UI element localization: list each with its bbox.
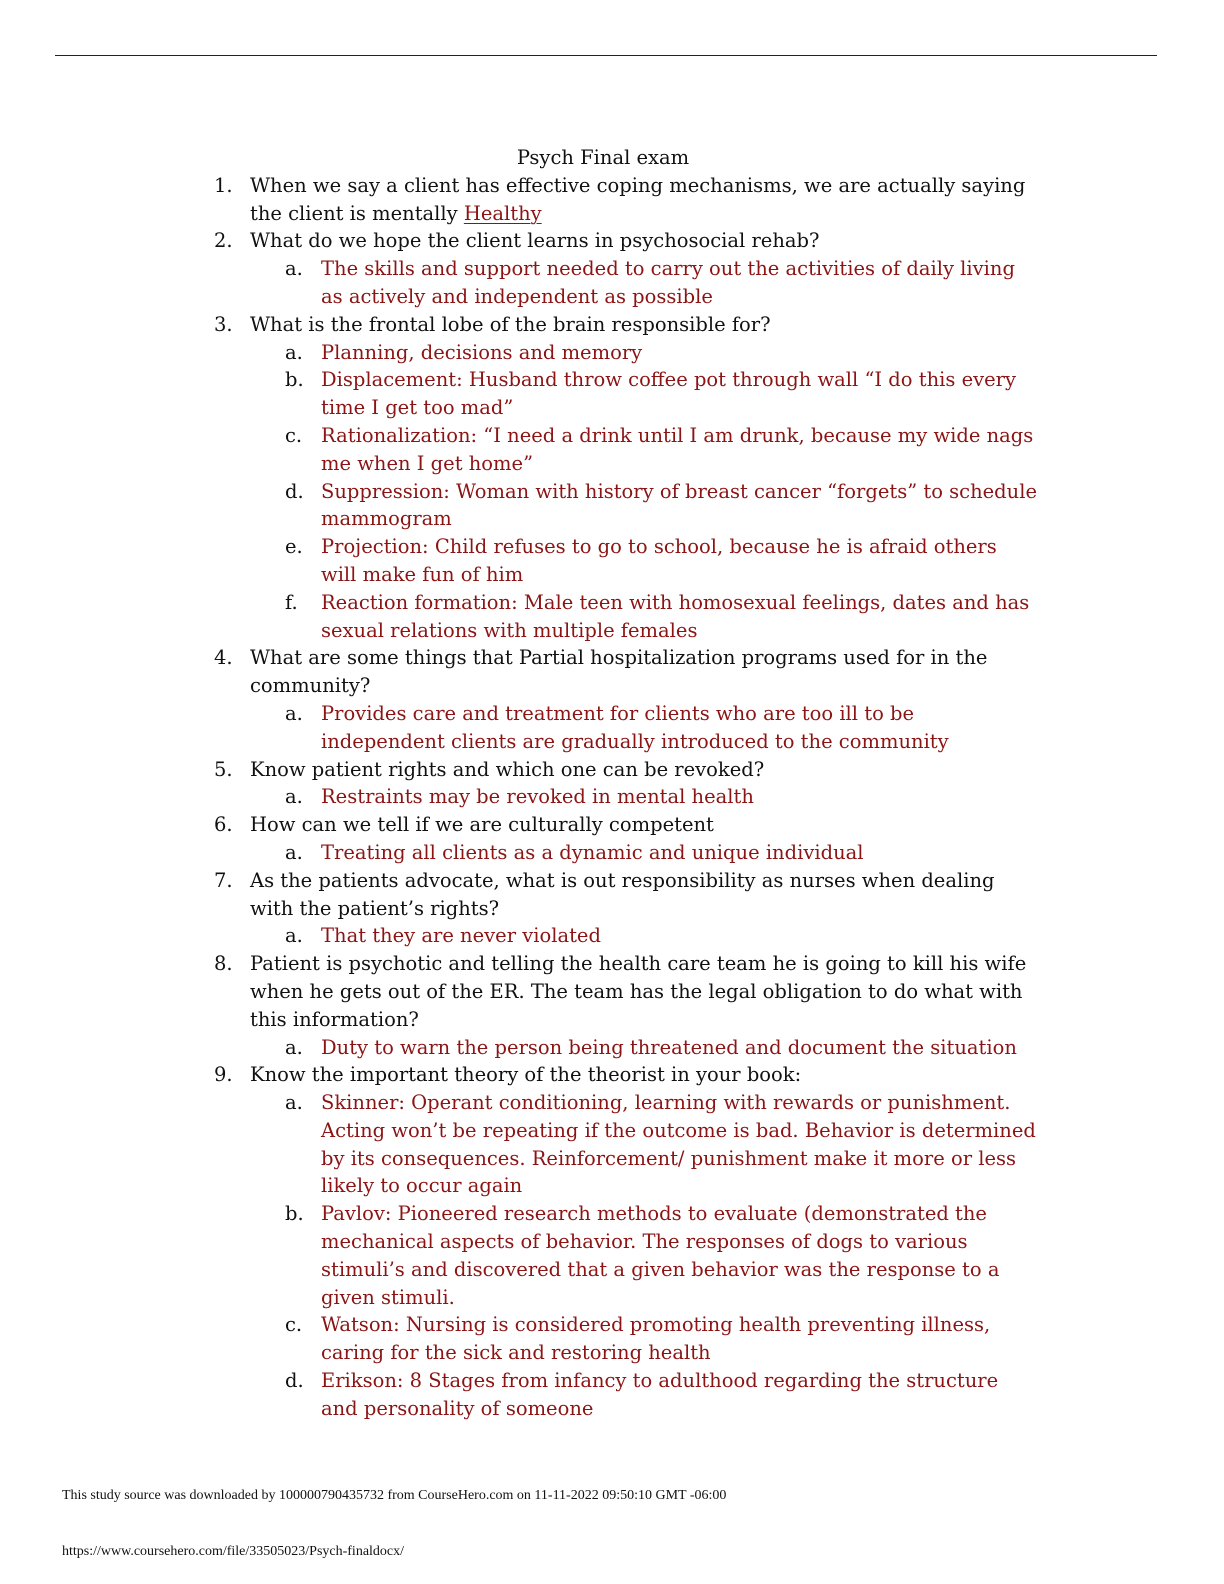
question-item (0, 867, 1040, 950)
answer-text: Erikson: 8 Stages from infancy to adulthood regarding the structure and personality of someone (321, 1369, 999, 1420)
answer-text: Watson: Nursing is considered promoting health preventing illness, caring for the sick and restoring health (321, 1313, 991, 1365)
answer-text: Skinner: Operant conditioning, learning with rewards or punishment. Acting won’t be repeating if the outcome is bad. Behavior is determined by its consequences. Reinforcement/ punishment make it more or less likely to occur again (321, 1091, 1036, 1198)
answer-item (285, 1089, 1037, 1200)
question-item (0, 811, 1040, 867)
source-url: https://www.coursehero.com/file/33505023/Psych-finaldocx/ (62, 1544, 405, 1559)
question-list (0, 172, 1224, 1423)
answer-list (285, 922, 1037, 950)
question-number: 3. (214, 312, 233, 336)
answer-item (285, 339, 1037, 367)
question-text: Patient is psychotic and telling the health care team he is going to kill his wife when he gets out of the ER. The team has the legal obligation to do what with this information? (250, 952, 1027, 1031)
answer-item (285, 589, 1037, 645)
answer-text: The skills and support needed to carry out the activities of daily living as actively and independent as possible (321, 257, 1015, 308)
question-number: 8. (214, 952, 233, 976)
answer-item (285, 422, 1037, 478)
question-text: Know the important theory of the theorist in your book: (250, 1063, 802, 1087)
answer-list (285, 700, 1037, 756)
question-text (250, 172, 1040, 228)
answer-text: Rationalization: “I need a drink until I am drunk, because my wide nags me when I get home” (321, 423, 1034, 475)
answer-letter: e. (285, 535, 303, 559)
question-number: 4. (214, 646, 233, 670)
answer-text: Projection: Child refuses to go to school, because he is afraid others will make fun of him (321, 535, 997, 586)
question-item (0, 1061, 1040, 1422)
answer-list (285, 839, 1037, 867)
answer-item (285, 922, 1037, 950)
answer-list (285, 1034, 1037, 1062)
answer-letter: c. (285, 423, 303, 447)
answer-text: Reaction formation: Male teen with homosexual feelings, dates and has sexual relations with multiple females (321, 590, 1030, 642)
question-text: What are some things that Partial hospitalization programs used for in the community? (250, 646, 988, 698)
question-number: 1. (214, 173, 233, 197)
answer-letter: a. (285, 1091, 303, 1115)
answer-letter: a. (285, 340, 303, 364)
question-item (0, 172, 1040, 228)
question-text: What is the frontal lobe of the brain responsible for? (250, 312, 771, 336)
answer-item (285, 1311, 1037, 1367)
answer-text: Suppression: Woman with history of breast cancer “forgets” to schedule mammogram (321, 479, 1037, 531)
answer-list (285, 255, 1037, 311)
question-number: 6. (214, 813, 233, 837)
question-number: 9. (214, 1063, 233, 1087)
question-number: 5. (214, 757, 233, 781)
question-text: What do we hope the client learns in psychosocial rehab? (250, 229, 820, 253)
answer-text: Displacement: Husband throw coffee pot through wall “I do this every time I get too mad” (321, 368, 1017, 420)
answer-letter: c. (285, 1313, 303, 1337)
answer-item (285, 1367, 1037, 1423)
question-item (0, 644, 1040, 755)
document-title: Psych Final exam (516, 146, 690, 169)
answer-text: Restraints may be revoked in mental health (321, 785, 754, 809)
answer-letter: a. (285, 701, 303, 725)
answer-item (285, 255, 1037, 311)
question-item (0, 950, 1040, 1061)
answer-item (285, 1200, 1037, 1311)
answer-item (285, 783, 1037, 811)
answer-text: That they are never violated (321, 924, 601, 948)
answer-text: Treating all clients as a dynamic and unique individual (321, 840, 864, 864)
answer-list (285, 339, 1037, 645)
question-item (0, 227, 1040, 310)
answer-letter: a. (285, 924, 303, 948)
answer-letter: f. (285, 590, 298, 614)
answer-item (285, 478, 1037, 534)
answer-letter: b. (285, 368, 304, 392)
question-text: As the patients advocate, what is out responsibility as nurses when dealing with the patient’s rights? (250, 868, 995, 920)
answer-letter: a. (285, 840, 303, 864)
answer-item (285, 366, 1037, 422)
answer-letter: d. (285, 479, 304, 503)
question-number: 2. (214, 229, 233, 253)
answer-letter: a. (285, 785, 303, 809)
question-text-body: When we say a client has effective coping mechanisms, we are actually saying the client is mentally (250, 173, 1026, 225)
question-text: How can we tell if we are culturally competent (250, 813, 714, 837)
answer-item (285, 533, 1037, 589)
answer-item (285, 700, 1037, 756)
answer-letter: a. (285, 257, 303, 281)
answer-letter: a. (285, 1035, 303, 1059)
answer-text: Duty to warn the person being threatened and document the situation (321, 1035, 1017, 1059)
answer-item (285, 1034, 1037, 1062)
download-source-note: This study source was downloaded by 100000790435732 from CourseHero.com on 11-11-2022 09:50:10 GMT -06:00 (62, 1488, 727, 1503)
answer-item (285, 839, 1037, 867)
question-item (0, 311, 1040, 645)
inline-answer: Healthy (463, 201, 542, 225)
answer-text: Provides care and treatment for clients who are too ill to be independent clients are gradually introduced to the community (321, 701, 949, 753)
answer-list (285, 783, 1037, 811)
question-item (0, 756, 1040, 812)
answer-text: Pavlov: Pioneered research methods to evaluate (demonstrated the mechanical aspects of behavior. The responses of dogs to various stimuli’s and discovered that a given behavior was the response to a given stimuli. (321, 1202, 1000, 1309)
answer-list (285, 1089, 1037, 1423)
answer-text: Planning, decisions and memory (321, 340, 643, 364)
question-number: 7. (214, 868, 233, 892)
answer-letter: d. (285, 1369, 304, 1393)
answer-letter: b. (285, 1202, 304, 1226)
header-rule (55, 55, 1157, 56)
question-text: Know patient rights and which one can be revoked? (250, 757, 765, 781)
